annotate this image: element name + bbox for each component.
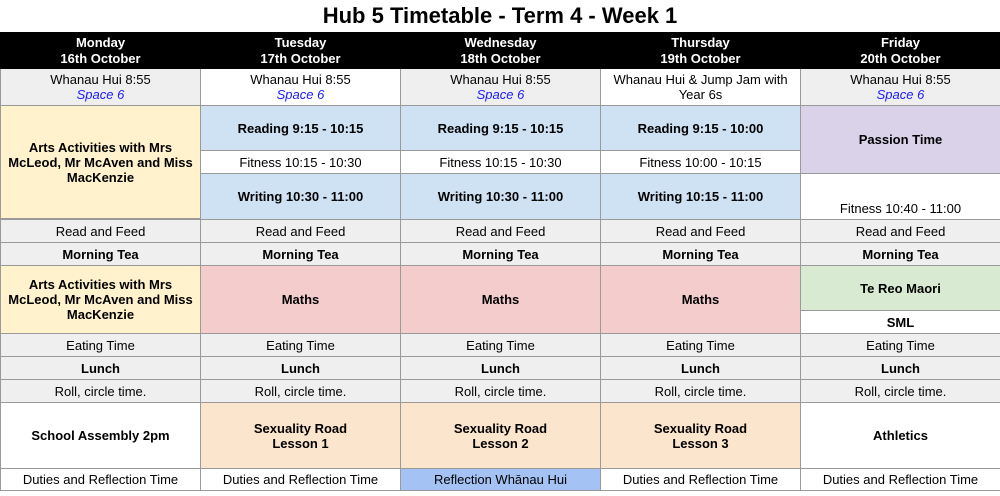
writing-cell-wed: Writing 10:30 - 11:00 (401, 174, 601, 220)
writing-cell-tue: Writing 10:30 - 11:00 (201, 174, 401, 220)
lunch-cell-fri: Lunch (801, 357, 1000, 380)
morning-tea-cell-fri: Morning Tea (801, 243, 1000, 266)
sexuality-cell-tue: Sexuality Road Lesson 1 (201, 403, 401, 469)
reading-cell-wed: Reading 9:15 - 10:15 (401, 106, 601, 151)
reflection-cell-wed: Reflection Whānau Hui (401, 469, 601, 491)
day-header-wednesday: Wednesday 18th October (401, 33, 601, 69)
duties-cell-mon: Duties and Reflection Time (1, 469, 201, 491)
fitness-cell-fri: Fitness 10:40 - 11:00 (801, 174, 1000, 220)
reading-cell-thu: Reading 9:15 - 10:00 (601, 106, 801, 151)
morning-row-1 (1, 106, 1000, 151)
morning-tea-row (1, 243, 1000, 266)
day-header-monday: Monday 16th October (1, 33, 201, 69)
arts-cell-mon-am: Arts Activities with Mrs McLeod, Mr McAven and Miss MacKenzie (1, 106, 201, 219)
writing-cell-thu: Writing 10:15 - 11:00 (601, 174, 801, 220)
day-header-friday: Friday 20th October (801, 33, 1000, 69)
roll-row (1, 380, 1000, 403)
lunch-cell-wed: Lunch (401, 357, 601, 380)
lunch-row (1, 357, 1000, 380)
morning-tea-cell-wed: Morning Tea (401, 243, 601, 266)
duties-cell-thu: Duties and Reflection Time (601, 469, 801, 491)
read-feed-row (1, 220, 1000, 243)
whanau-cell-mon: Whanau Hui 8:55 Space 6 (1, 69, 201, 106)
sexuality-cell-wed: Sexuality Road Lesson 2 (401, 403, 601, 469)
roll-cell-thu: Roll, circle time. (601, 380, 801, 403)
morning-tea-cell-tue: Morning Tea (201, 243, 401, 266)
read-feed-cell-wed: Read and Feed (401, 220, 601, 243)
duties-cell-tue: Duties and Reflection Time (201, 469, 401, 491)
afternoon-row (1, 403, 1000, 469)
read-feed-cell-fri: Read and Feed (801, 220, 1000, 243)
eating-row (1, 334, 1000, 357)
timetable (0, 32, 1000, 491)
morning-tea-cell-mon: Morning Tea (1, 243, 201, 266)
whanau-cell-thu: Whanau Hui & Jump Jam with Year 6s (601, 69, 801, 106)
whanau-cell-fri: Whanau Hui 8:55 Space 6 (801, 69, 1000, 106)
sexuality-cell-thu: Sexuality Road Lesson 3 (601, 403, 801, 469)
read-feed-cell-tue: Read and Feed (201, 220, 401, 243)
middle-row-1 (1, 266, 1000, 311)
roll-cell-tue: Roll, circle time. (201, 380, 401, 403)
whanau-cell-wed: Whanau Hui 8:55 Space 6 (401, 69, 601, 106)
eating-cell-tue: Eating Time (201, 334, 401, 357)
reading-cell-tue: Reading 9:15 - 10:15 (201, 106, 401, 151)
maths-cell-wed: Maths (401, 266, 601, 334)
page-title: Hub 5 Timetable - Term 4 - Week 1 (322, 3, 678, 28)
maths-cell-tue: Maths (201, 266, 401, 334)
assembly-cell-mon: School Assembly 2pm (1, 403, 201, 469)
day-header-thursday: Thursday 19th October (601, 33, 801, 69)
fitness-cell-thu: Fitness 10:00 - 10:15 (601, 151, 801, 174)
whanau-cell-tue: Whanau Hui 8:55 Space 6 (201, 69, 401, 106)
eating-cell-fri: Eating Time (801, 334, 1000, 357)
eating-cell-thu: Eating Time (601, 334, 801, 357)
lunch-cell-tue: Lunch (201, 357, 401, 380)
read-feed-cell-thu: Read and Feed (601, 220, 801, 243)
roll-cell-wed: Roll, circle time. (401, 380, 601, 403)
roll-cell-mon: Roll, circle time. (1, 380, 201, 403)
day-header-tuesday: Tuesday 17th October (201, 33, 401, 69)
passion-cell-fri: Passion Time (801, 106, 1000, 174)
fitness-cell-tue: Fitness 10:15 - 10:30 (201, 151, 401, 174)
lunch-cell-thu: Lunch (601, 357, 801, 380)
maths-cell-thu: Maths (601, 266, 801, 334)
duties-row (1, 469, 1000, 491)
roll-cell-fri: Roll, circle time. (801, 380, 1000, 403)
whanau-row (1, 69, 1000, 106)
te-reo-cell-fri: Te Reo Maori (801, 266, 1000, 311)
read-feed-cell-mon: Read and Feed (1, 220, 201, 243)
lunch-cell-mon: Lunch (1, 357, 201, 380)
duties-cell-fri: Duties and Reflection Time (801, 469, 1000, 491)
fitness-cell-wed: Fitness 10:15 - 10:30 (401, 151, 601, 174)
eating-cell-mon: Eating Time (1, 334, 201, 357)
arts-cell-mon-mid: Arts Activities with Mrs McLeod, Mr McAven and Miss MacKenzie (1, 266, 201, 334)
sml-cell-fri: SML (801, 311, 1000, 334)
eating-cell-wed: Eating Time (401, 334, 601, 357)
morning-tea-cell-thu: Morning Tea (601, 243, 801, 266)
header-row (1, 33, 1000, 69)
athletics-cell-fri: Athletics (801, 403, 1000, 469)
